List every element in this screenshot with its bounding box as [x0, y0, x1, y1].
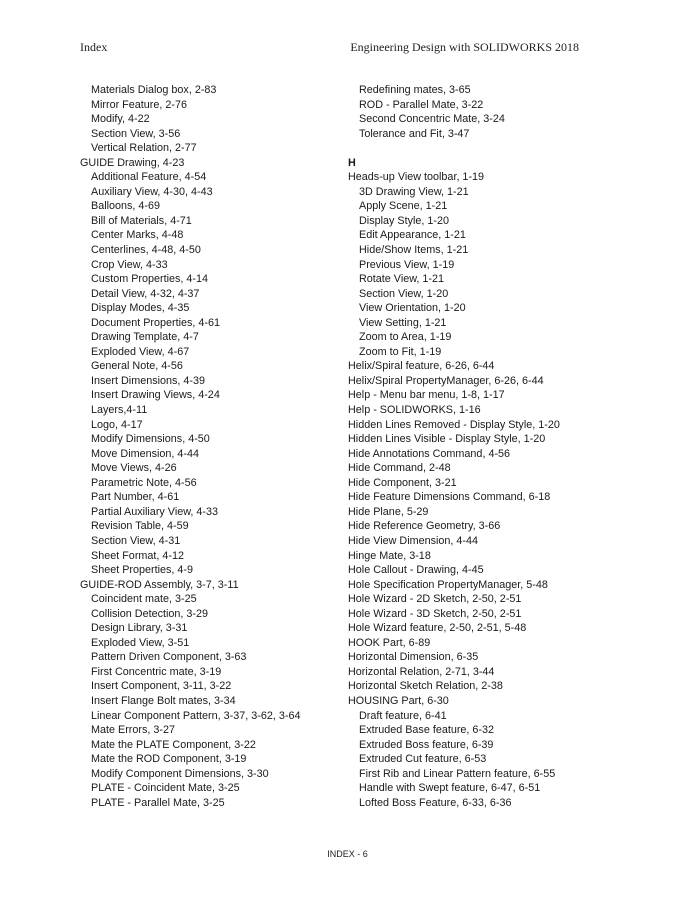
index-entry: Zoom to Area, 1-19 [359, 331, 452, 344]
index-entry: Design Library, 3-31 [91, 622, 188, 635]
index-entry: PLATE - Parallel Mate, 3-25 [91, 796, 225, 809]
index-entry: Hide View Dimension, 4-44 [348, 534, 479, 547]
index-entry: Modify, 4-22 [91, 113, 150, 126]
index-entry: Hole Callout - Drawing, 4-45 [348, 564, 484, 577]
index-column-right [348, 83, 668, 810]
index-letter-heading: H [348, 156, 356, 169]
index-entry: Bill of Materials, 4-71 [91, 214, 192, 227]
index-entry: Hidden Lines Visible - Display Style, 1-20 [348, 433, 546, 446]
index-entry: Coincident mate, 3-25 [91, 593, 197, 606]
index-entry: Crop View, 4-33 [91, 258, 168, 271]
index-entry: Document Properties, 4-61 [91, 316, 221, 329]
index-entry: Edit Appearance, 1-21 [359, 229, 466, 242]
index-entry: Move Views, 4-26 [91, 462, 177, 475]
index-entry: Help - SOLIDWORKS, 1-16 [348, 404, 481, 417]
index-entry: Hole Wizard - 3D Sketch, 2-50, 2-51 [348, 607, 522, 620]
index-entry: Helix/Spiral PropertyManager, 6-26, 6-44 [348, 374, 544, 387]
index-entry: Hide Reference Geometry, 3-66 [348, 520, 501, 533]
page-number: INDEX - 6 [327, 849, 368, 859]
index-entry: Balloons, 4-69 [91, 200, 161, 213]
index-entry: Center Marks, 4-48 [91, 229, 184, 242]
index-entry: Handle with Swept feature, 6-47, 6-51 [359, 782, 541, 795]
index-entry: Extruded Boss feature, 6-39 [359, 738, 494, 751]
index-entry: Hide Command, 2-48 [348, 462, 451, 475]
index-entry: Sheet Format, 4-12 [91, 549, 185, 562]
index-entry: Second Concentric Mate, 3-24 [359, 113, 505, 126]
index-entry: Help - Menu bar menu, 1-8, 1-17 [348, 389, 505, 402]
index-entry: Layers,4-11 [91, 404, 148, 417]
index-entry: Hole Specification PropertyManager, 5-48 [348, 578, 548, 591]
index-entry: Mirror Feature, 2-76 [91, 98, 188, 111]
index-spacer [348, 141, 668, 156]
index-entry: Partial Auxiliary View, 4-33 [91, 505, 219, 518]
index-entry: Insert Dimensions, 4-39 [91, 374, 206, 387]
index-entry: Tolerance and Fit, 3-47 [359, 127, 470, 140]
index-entry: View Setting, 1-21 [359, 316, 447, 329]
index-entry: Custom Properties, 4-14 [91, 273, 209, 286]
index-entry: Redefining mates, 3-65 [359, 84, 471, 96]
index-entry: GUIDE-ROD Assembly, 3-7, 3-11 [80, 578, 239, 591]
index-entry: Sheet Properties, 4-9 [91, 564, 194, 577]
index-entry: Zoom to Fit, 1-19 [359, 345, 442, 358]
index-entry: Hide Plane, 5-29 [348, 505, 429, 518]
index-entry: Horizontal Relation, 2-71, 3-44 [348, 665, 495, 678]
index-entry: Modify Component Dimensions, 3-30 [91, 767, 269, 780]
index-entry: 3D Drawing View, 1-21 [359, 185, 469, 198]
index-entry: HOOK Part, 6-89 [348, 636, 431, 649]
index-entry: Materials Dialog box, 2-83 [91, 84, 217, 96]
index-entry: Exploded View, 4-67 [91, 345, 190, 358]
index-entry: Hidden Lines Removed - Display Style, 1-20 [348, 418, 560, 431]
index-entry: Section View, 1-20 [359, 287, 449, 300]
index-entry: Additional Feature, 4-54 [91, 171, 207, 184]
index-entry: Collision Detection, 3-29 [91, 607, 209, 620]
index-entry: Move Dimension, 4-44 [91, 447, 200, 460]
index-entry: Parametric Note, 4-56 [91, 476, 197, 489]
index-entry: Heads-up View toolbar, 1-19 [348, 171, 485, 184]
index-entry: General Note, 4-56 [91, 360, 183, 373]
index-entry: Hole Wizard - 2D Sketch, 2-50, 2-51 [348, 593, 522, 606]
index-entry: Insert Flange Bolt mates, 3-34 [91, 694, 236, 707]
index-entry: Exploded View, 3-51 [91, 636, 190, 649]
index-entry: Linear Component Pattern, 3-37, 3-62, 3-64 [91, 709, 301, 722]
index-entry: First Rib and Linear Pattern feature, 6-55 [359, 767, 556, 780]
index-entry: HOUSING Part, 6-30 [348, 694, 449, 707]
index-entry: Horizontal Dimension, 6-35 [348, 651, 479, 664]
index-entry: Logo, 4-17 [91, 418, 143, 431]
index-entry: Drawing Template, 4-7 [91, 331, 199, 344]
header-section-title: Index [80, 40, 108, 54]
header-book-title: Engineering Design with SOLIDWORKS 2018 [350, 40, 579, 54]
index-entry: Hide Annotations Command, 4-56 [348, 447, 511, 460]
index-entry: Previous View, 1-19 [359, 258, 455, 271]
index-entry: Detail View, 4-32, 4-37 [91, 287, 200, 300]
index-entry: Insert Drawing Views, 4-24 [91, 389, 220, 402]
index-entry: Section View, 4-31 [91, 534, 181, 547]
index-entry: Mate Errors, 3-27 [91, 724, 176, 737]
index-entry: Extruded Base feature, 6-32 [359, 724, 495, 737]
index-entry: Section View, 3-56 [91, 127, 181, 140]
index-entry: Hole Wizard feature, 2-50, 2-51, 5-48 [348, 622, 527, 635]
index-entry: PLATE - Coincident Mate, 3-25 [91, 782, 240, 795]
index-entry: Auxiliary View, 4-30, 4-43 [91, 185, 213, 198]
index-entry: Mate the ROD Component, 3-19 [91, 753, 247, 766]
index-entry: Hide/Show Items, 1-21 [359, 244, 469, 257]
index-entry: Hinge Mate, 3-18 [348, 549, 431, 562]
index-entry: ROD - Parallel Mate, 3-22 [359, 98, 484, 111]
index-entry: Display Style, 1-20 [359, 214, 450, 227]
index-entry: First Concentric mate, 3-19 [91, 665, 222, 678]
index-entry: Revision Table, 4-59 [91, 520, 189, 533]
index-entry: Rotate View, 1-21 [359, 273, 445, 286]
index-entry: Hide Component, 3-21 [348, 476, 457, 489]
index-entry: Helix/Spiral feature, 6-26, 6-44 [348, 360, 495, 373]
index-entry: Lofted Boss Feature, 6-33, 6-36 [359, 796, 512, 809]
index-entry: Insert Component, 3-11, 3-22 [91, 680, 232, 693]
index-entry: Centerlines, 4-48, 4-50 [91, 244, 201, 257]
index-entry: Horizontal Sketch Relation, 2-38 [348, 680, 503, 693]
index-entry: Apply Scene, 1-21 [359, 200, 448, 213]
index-entry: Vertical Relation, 2-77 [91, 142, 197, 155]
index-entry: View Orientation, 1-20 [359, 302, 466, 315]
index-entry: Modify Dimensions, 4-50 [91, 433, 210, 446]
index-entry: Mate the PLATE Component, 3-22 [91, 738, 256, 751]
index-entry: Draft feature, 6-41 [359, 709, 447, 722]
index-entry: Extruded Cut feature, 6-53 [359, 753, 487, 766]
index-entry: Pattern Driven Component, 3-63 [91, 651, 247, 664]
index-entry: Part Number, 4-61 [91, 491, 180, 504]
index-column-left [80, 83, 342, 810]
index-entry: GUIDE Drawing, 4-23 [80, 156, 185, 169]
index-entry: Display Modes, 4-35 [91, 302, 190, 315]
index-entry: Hide Feature Dimensions Command, 6-18 [348, 491, 551, 504]
